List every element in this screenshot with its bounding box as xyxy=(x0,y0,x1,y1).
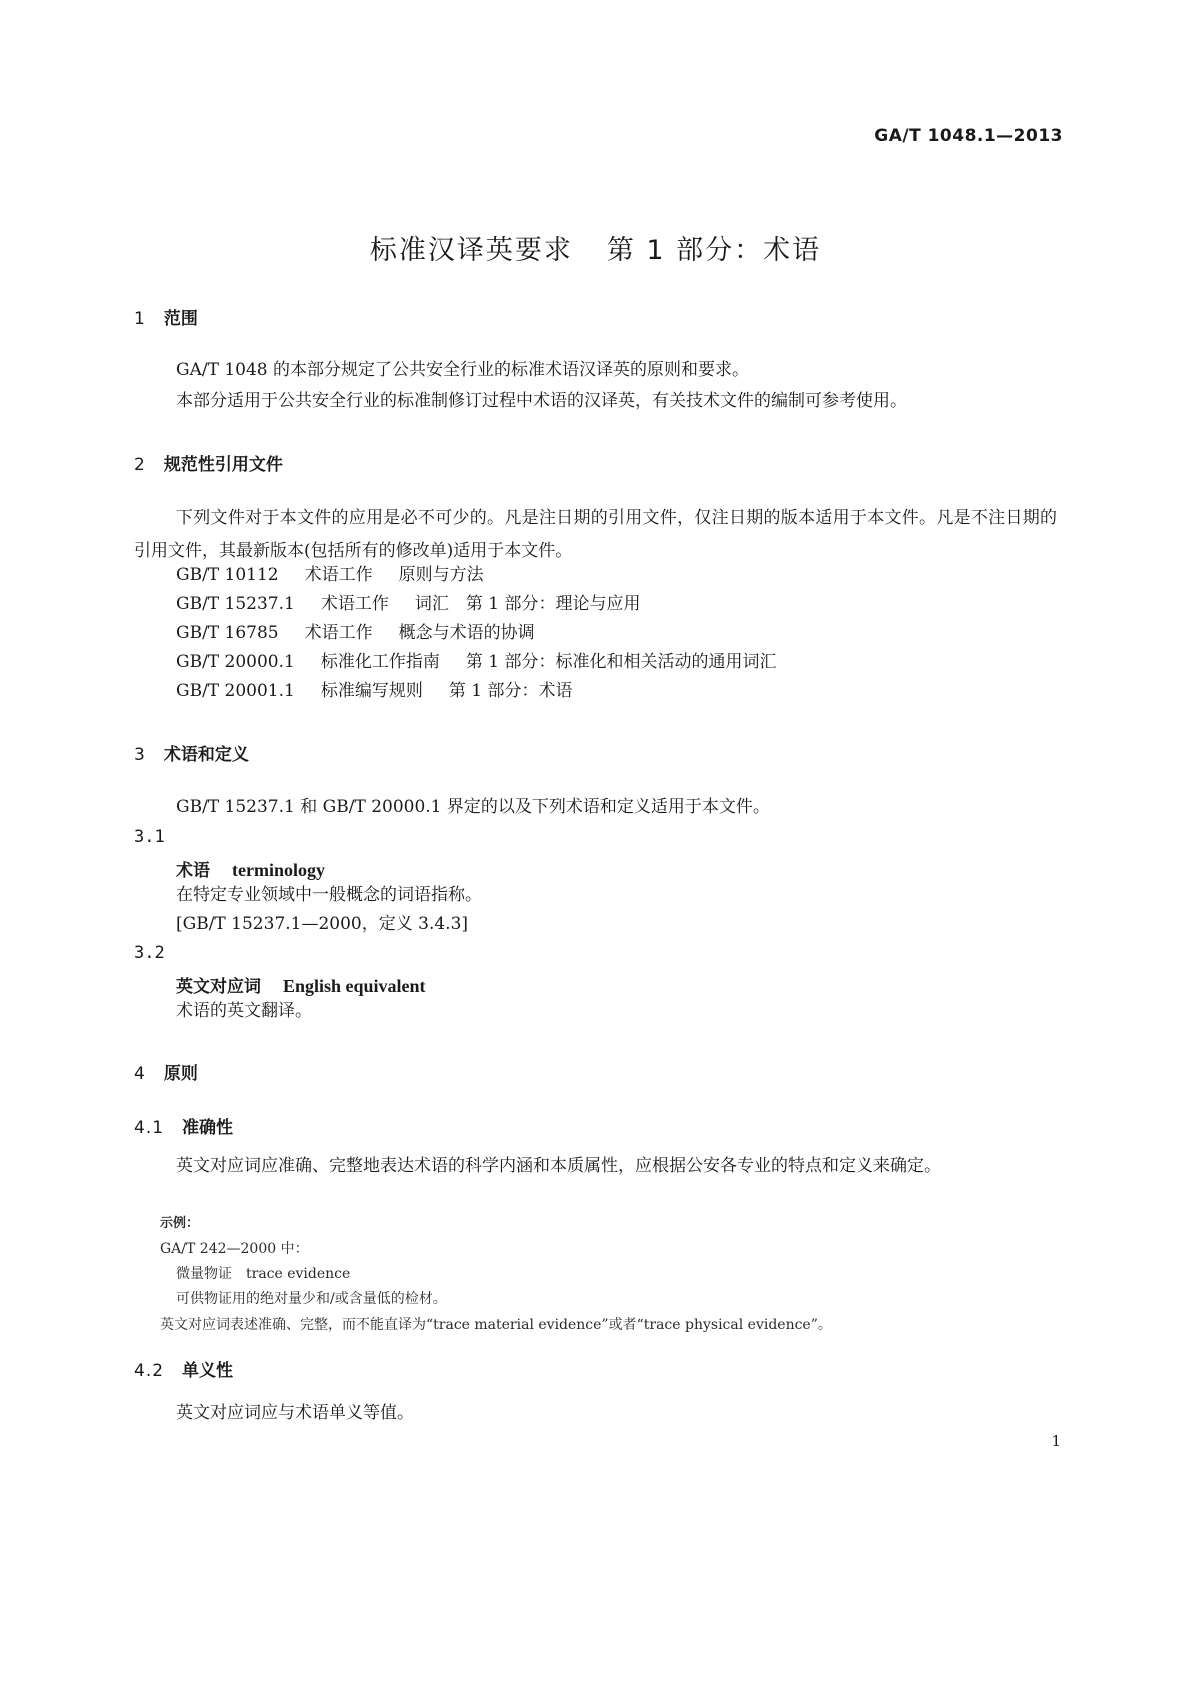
section-2-intro: 下列文件对于本文件的应用是必不可少的。凡是注日期的引用文件，仅注日期的版本适用于本文件。凡是不注日期的引用文件，其最新版本(包括所有的修改单)适用于本文件。 xyxy=(134,508,1057,561)
subsection-4-1-text: 英文对应词应准确、完整地表达术语的科学内涵和本质属性，应根据公安各专业的特点和定义来确定。 xyxy=(176,1156,941,1176)
reference-item: GB/T 20001.1 标准编写规则 第 1 部分：术语 xyxy=(176,681,573,701)
reference-item: GB/T 10112 术语工作 原则与方法 xyxy=(176,565,484,585)
term-source: [GB/T 15237.1—2000，定义 3.4.3] xyxy=(176,914,469,934)
section-2-heading: 2 规范性引用文件 xyxy=(134,455,283,475)
subsection-4-2-text: 英文对应词应与术语单义等值。 xyxy=(176,1403,414,1423)
term-en: terminology xyxy=(232,860,325,880)
section-3-intro: GB/T 15237.1 和 GB/T 20000.1 界定的以及下列术语和定义适用于本文件。 xyxy=(176,797,770,817)
standard-number: GA/T 1048.1—2013 xyxy=(874,126,1063,146)
reference-item: GB/T 20000.1 标准化工作指南 第 1 部分：标准化和相关活动的通用词汇 xyxy=(176,652,777,672)
example-line: 英文对应词表述准确、完整，而不能直译为“trace material evidence”或者“trace physical evidence”。 xyxy=(160,1317,832,1333)
term-definition: 术语的英文翻译。 xyxy=(176,1001,312,1021)
term-entry xyxy=(176,972,426,997)
example-label: 示例： xyxy=(160,1216,200,1231)
term-number: 3.2 xyxy=(134,943,165,963)
section-1-heading: 1 范围 xyxy=(134,309,198,329)
section-4-heading: 4 原则 xyxy=(134,1064,198,1084)
term-zh: 英文对应词 xyxy=(176,977,261,997)
section-1-paragraph-2: 本部分适用于公共安全行业的标准制修订过程中术语的汉译英，有关技术文件的编制可参考使用。 xyxy=(176,391,907,411)
title-part-b: 第 1 部分：术语 xyxy=(606,235,822,266)
title-part-a: 标准汉译英要求 xyxy=(369,235,573,266)
section-3-heading: 3 术语和定义 xyxy=(134,745,249,765)
term-entry xyxy=(176,856,325,881)
subsection-4-1-heading: 4.1 准确性 xyxy=(134,1118,234,1138)
term-en: English equivalent xyxy=(283,976,426,996)
example-line: 可供物证用的绝对量少和/或含量低的检材。 xyxy=(176,1291,447,1307)
term-definition: 在特定专业领域中一般概念的词语指称。 xyxy=(176,885,482,905)
subsection-4-2-heading: 4.2 单义性 xyxy=(134,1361,234,1381)
term-zh: 术语 xyxy=(176,861,210,881)
reference-item: GB/T 15237.1 术语工作 词汇 第 1 部分：理论与应用 xyxy=(176,594,641,614)
page-number: 1 xyxy=(1051,1432,1061,1450)
reference-item: GB/T 16785 术语工作 概念与术语的协调 xyxy=(176,623,535,643)
term-number: 3.1 xyxy=(134,827,165,847)
document-title xyxy=(0,228,1191,267)
example-line: GA/T 242—2000 中： xyxy=(160,1241,309,1257)
section-1-paragraph-1: GA/T 1048 的本部分规定了公共安全行业的标准术语汉译英的原则和要求。 xyxy=(176,360,749,380)
example-line: 微量物证 trace evidence xyxy=(176,1266,351,1282)
